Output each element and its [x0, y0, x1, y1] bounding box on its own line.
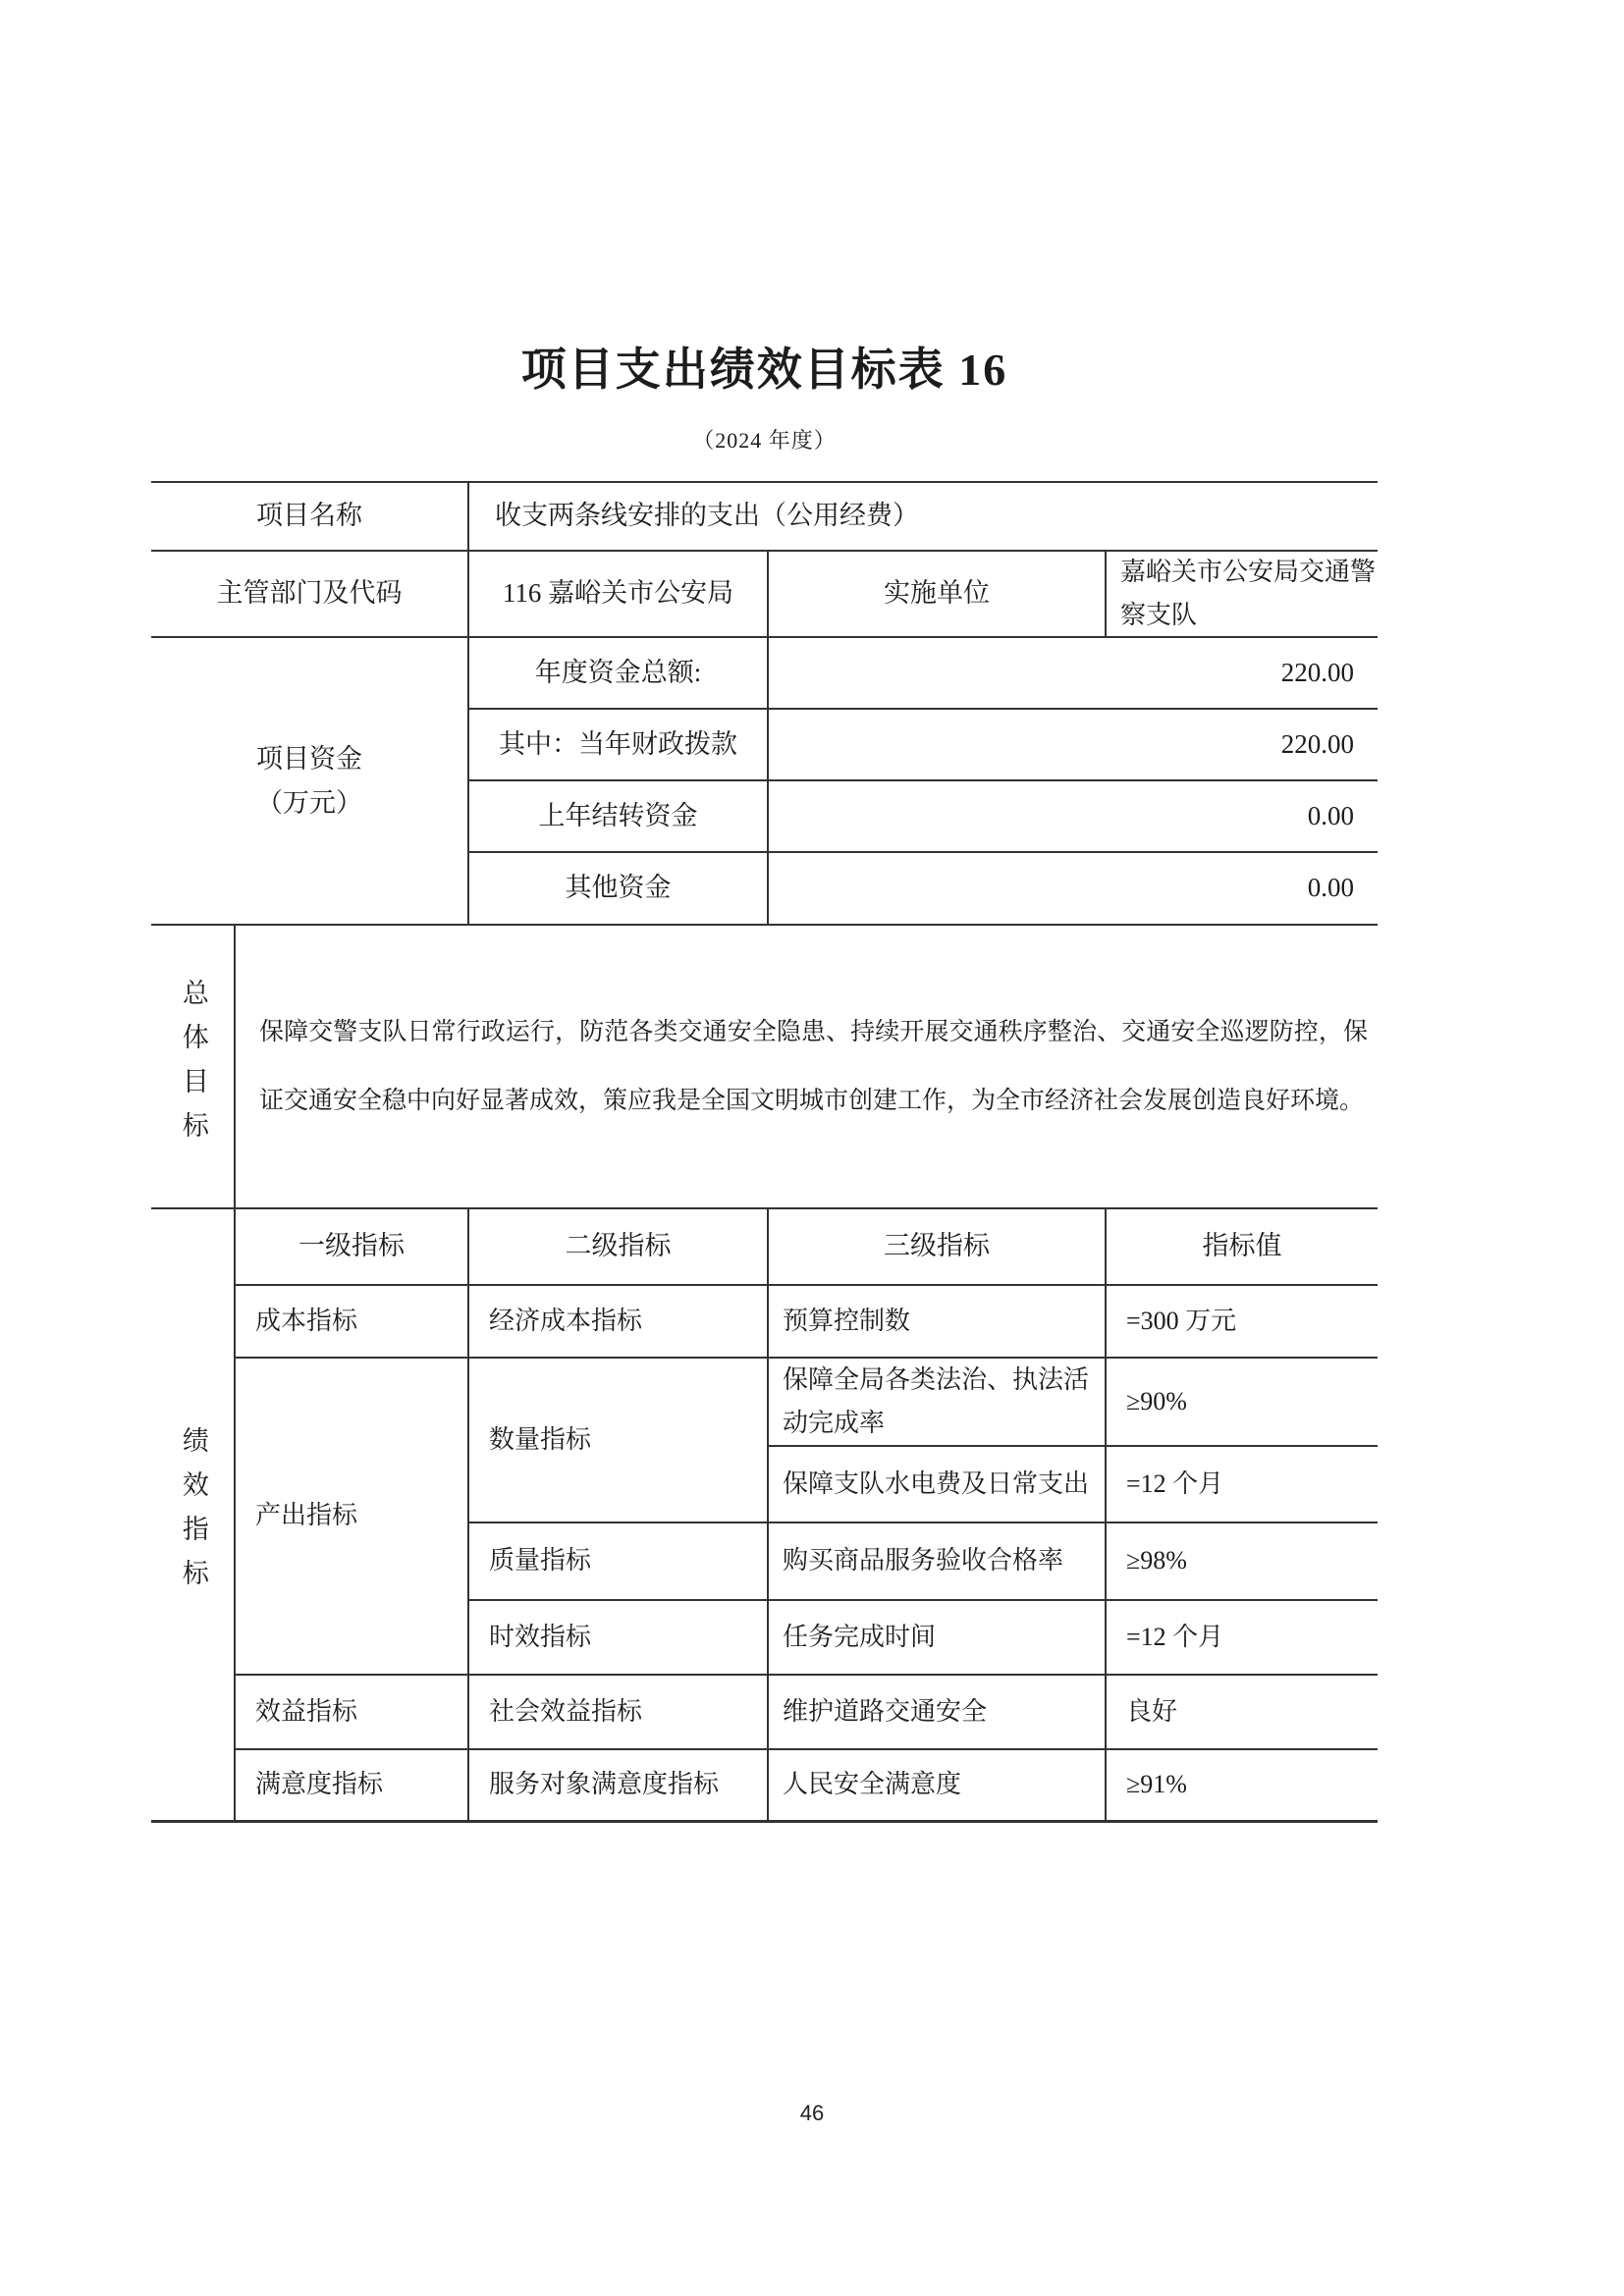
funding-other-value: 0.00 [769, 853, 1378, 926]
header-level1: 一级指标 [236, 1209, 469, 1286]
output-quality-value: ≥98% [1107, 1523, 1378, 1601]
funding-carryover-label: 上年结转资金 [469, 781, 769, 853]
funding-label-line2: （万元） [256, 787, 362, 818]
funding-label-line1: 项目资金 [256, 743, 362, 774]
output-timeliness-level3: 任务完成时间 [769, 1601, 1107, 1676]
output-quantity-level2: 数量指标 [469, 1359, 769, 1523]
funding-carryover-value: 0.00 [769, 781, 1378, 853]
header-value: 指标值 [1107, 1209, 1378, 1286]
satisfaction-value: ≥91% [1107, 1750, 1378, 1823]
benefit-level2: 社会效益指标 [469, 1676, 769, 1750]
cost-level1: 成本指标 [236, 1286, 469, 1359]
cost-level2: 经济成本指标 [469, 1286, 769, 1359]
overall-goal-label [151, 926, 236, 1209]
indicators-label [151, 1209, 236, 1823]
project-name-value: 收支两条线安排的支出（公用经费） [469, 483, 1378, 552]
funding-label [151, 638, 469, 926]
performance-target-table [151, 481, 1378, 1823]
output-level1: 产出指标 [236, 1359, 469, 1676]
output-quantity-row2-level3: 保障支队水电费及日常支出 [769, 1447, 1107, 1523]
benefit-level3: 维护道路交通安全 [769, 1676, 1107, 1750]
cost-level3: 预算控制数 [769, 1286, 1107, 1359]
overall-goal-paragraph: 保障交警支队日常行政运行，防范各类交通安全隐患、持续开展交通秩序整治、交通安全巡逻防控，保证交通安全稳中向好显著成效，策应我是全国文明城市创建工作，为全市经济社会发展创造良好环境。 [259, 1018, 1368, 1114]
page-subtitle: （2024 年度） [692, 428, 837, 453]
impl-unit-label: 实施单位 [769, 552, 1107, 638]
header-level2: 二级指标 [469, 1209, 769, 1286]
page-number: 46 [799, 2101, 825, 2125]
funding-annual-total-value: 220.00 [769, 638, 1378, 710]
project-name-label: 项目名称 [151, 483, 469, 552]
cost-value: =300 万元 [1107, 1286, 1378, 1359]
funding-annual-total-label: 年度资金总额: [469, 638, 769, 710]
satisfaction-level3: 人民安全满意度 [769, 1750, 1107, 1823]
funding-other-label: 其他资金 [469, 853, 769, 926]
satisfaction-level1: 满意度指标 [236, 1750, 469, 1823]
satisfaction-level2: 服务对象满意度指标 [469, 1750, 769, 1823]
output-quantity-row1-level3: 保障全局各类法治、执法活动完成率 [769, 1359, 1107, 1447]
output-timeliness-value: =12 个月 [1107, 1601, 1378, 1676]
benefit-level1: 效益指标 [236, 1676, 469, 1750]
indicators-label-text: 绩效指标 [178, 1426, 208, 1603]
benefit-value: 良好 [1107, 1676, 1378, 1750]
page-title: 项目支出绩效目标表 16 [520, 345, 1008, 395]
header-level3: 三级指标 [769, 1209, 1107, 1286]
dept-code-label: 主管部门及代码 [151, 552, 469, 638]
impl-unit-value: 嘉峪关市公安局交通警察支队 [1107, 552, 1378, 638]
dept-code-value: 116 嘉峪关市公安局 [469, 552, 769, 638]
funding-current-appropriation-label: 其中：当年财政拨款 [469, 710, 769, 781]
output-quality-level3: 购买商品服务验收合格率 [769, 1523, 1107, 1601]
output-quantity-row2-value: =12 个月 [1107, 1447, 1378, 1523]
output-timeliness-level2: 时效指标 [469, 1601, 769, 1676]
overall-goal-label-text: 总体目标 [178, 978, 208, 1155]
output-quantity-row1-value: ≥90% [1107, 1359, 1378, 1447]
output-quality-level2: 质量指标 [469, 1523, 769, 1601]
overall-goal-content [236, 926, 1378, 1209]
funding-current-appropriation-value: 220.00 [769, 710, 1378, 781]
